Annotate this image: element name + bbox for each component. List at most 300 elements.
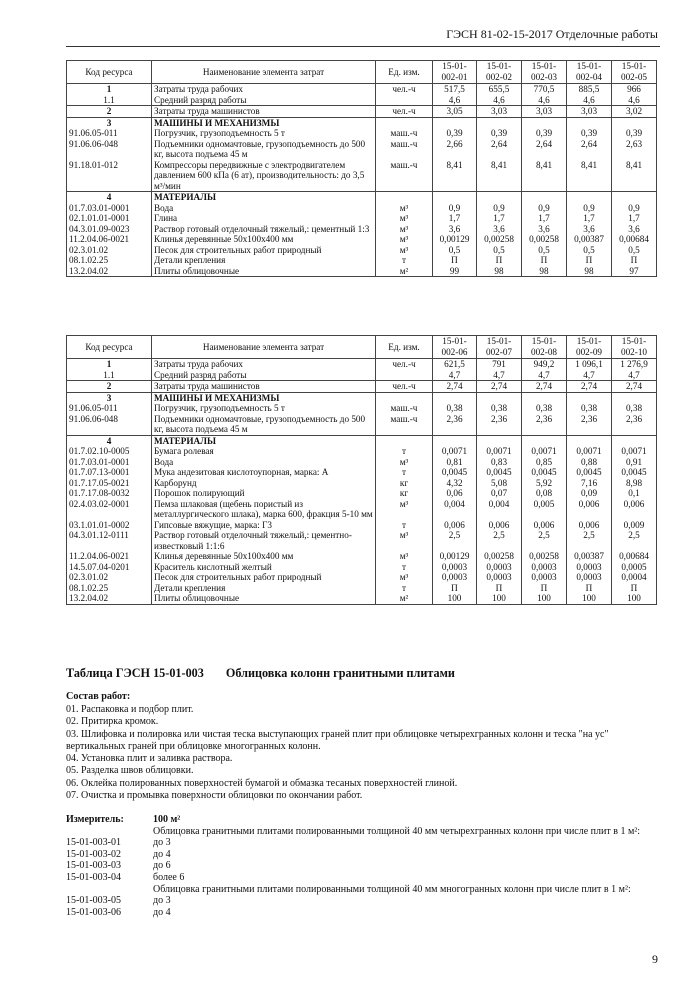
cell-name: Погрузчик, грузоподъемность 5 т (152, 128, 376, 139)
cell-value: 2,74 (567, 381, 612, 393)
cell-value: 517,5 (433, 84, 477, 95)
cell-value: 0,006 (433, 520, 477, 531)
cell-value: 0,0003 (567, 562, 612, 573)
group-description: Облицовка гранитными плитами полированными толщиной 40 мм многогранных колонн при числе плит в 1 м²: (153, 883, 631, 895)
cell-value: 2,5 (433, 530, 477, 551)
table-row (67, 139, 657, 160)
cell-value (612, 435, 657, 446)
works-list (66, 704, 658, 802)
cell-value: 0,005 (522, 499, 567, 520)
cell-code: 04.3.01.09-0023 (67, 224, 152, 235)
cell-value: 2,74 (522, 381, 567, 393)
cell-code: 01.7.03.01-0001 (67, 457, 152, 468)
cell-value: 770,5 (522, 84, 567, 95)
cell-unit (376, 370, 433, 381)
cell-value (522, 192, 567, 203)
cell-unit: маш.-ч (376, 403, 433, 414)
cell-value: 4,6 (567, 95, 612, 106)
table-row (67, 213, 657, 224)
cell-value: 5,92 (522, 478, 567, 489)
cell-value: 0,9 (612, 203, 657, 214)
cell-value: 2,63 (612, 139, 657, 160)
page-header: ГЭСН 81-02-15-2017 Отделочные работы (446, 27, 658, 41)
cell-name: Пемза шлаковая (щебень пористый из металлургического шлака), марка 600, фракция 5-10 мм (152, 499, 376, 520)
cell-value: 0,006 (522, 520, 567, 531)
cell-value: 0,00684 (612, 234, 657, 245)
cell-value: 0,0071 (522, 446, 567, 457)
cell-value: 3,02 (612, 106, 657, 118)
header-divider (66, 46, 660, 47)
cell-value: 0,0071 (612, 446, 657, 457)
cell-value: 0,00387 (567, 234, 612, 245)
cell-code: 1.1 (67, 95, 152, 106)
cell-value: 0,004 (433, 499, 477, 520)
cell-name: Подъемники одномачтовые, грузоподъемность до 500 кг, высота подъема 45 м (152, 414, 376, 436)
work-item: 06. Оклейка полированных поверхностей бумагой и обмазка тесаных поверхностей глиной. (66, 777, 458, 789)
cell-name: МАТЕРИАЛЫ (152, 192, 376, 203)
table-row (67, 457, 657, 468)
cell-name: Песок для строительных работ природный (152, 572, 376, 583)
col-header-name: Наименование элемента затрат (152, 61, 376, 84)
col-header-norm: 15-01-002-09 (567, 336, 612, 359)
cell-value: 0,5 (567, 245, 612, 256)
cell-code: 08.1.02.25 (67, 583, 152, 594)
cell-value: 0,00129 (433, 551, 477, 562)
cell-value: 8,41 (433, 160, 477, 192)
norm-row (66, 907, 658, 919)
cell-value: 4,6 (612, 95, 657, 106)
cell-name: Бумага ролевая (152, 446, 376, 457)
table-row (67, 446, 657, 457)
cell-unit: т (376, 255, 433, 266)
cell-value: 3,6 (567, 224, 612, 235)
header-row (67, 336, 657, 359)
cell-value: 1,7 (433, 213, 477, 224)
cell-code: 04.3.01.12-0111 (67, 530, 152, 551)
cell-value: 0,83 (477, 457, 522, 468)
cell-value: 949,2 (522, 359, 567, 370)
header-row (67, 61, 657, 84)
cell-value: 2,36 (522, 414, 567, 436)
cell-value (567, 117, 612, 128)
cell-unit: м³ (376, 572, 433, 583)
cell-value: 100 (567, 593, 612, 604)
norm-code: 15-01-003-02 (66, 848, 121, 860)
cell-name: Плиты облицовочные (152, 266, 376, 277)
cell-unit: чел.-ч (376, 381, 433, 393)
cell-value: 0,0003 (433, 562, 477, 573)
cell-unit: маш.-ч (376, 414, 433, 436)
cell-value (433, 117, 477, 128)
table-row (67, 359, 657, 370)
cell-value: 4,32 (433, 478, 477, 489)
col-header-norm: 15-01-002-07 (477, 336, 522, 359)
cell-name: Затраты труда рабочих (152, 359, 376, 370)
resource-table-1 (66, 60, 657, 277)
group-row (66, 826, 658, 838)
cell-value: 0,1 (612, 488, 657, 499)
cell-value: 3,6 (612, 224, 657, 235)
cell-value: 3,6 (522, 224, 567, 235)
work-item: 02. Притирка кромок. (66, 716, 159, 728)
cell-code: 1 (67, 359, 152, 370)
table-row (67, 234, 657, 245)
cell-value: 0,006 (612, 499, 657, 520)
cell-value: 0,39 (567, 128, 612, 139)
norm-row (66, 872, 658, 884)
cell-value: 1,7 (477, 213, 522, 224)
cell-value: 0,006 (567, 520, 612, 531)
cell-value: 0,0005 (612, 562, 657, 573)
cell-value (567, 192, 612, 203)
cell-value: 0,9 (433, 203, 477, 214)
cell-code: 13.2.04.02 (67, 266, 152, 277)
norm-row (66, 837, 658, 849)
cell-value: 2,36 (567, 414, 612, 436)
cell-value: 2,5 (567, 530, 612, 551)
cell-code: 01.7.17.08-0032 (67, 488, 152, 499)
cell-value: 0,00258 (477, 551, 522, 562)
cell-unit: чел.-ч (376, 359, 433, 370)
table-name: Облицовка колонн гранитными плитами (225, 666, 455, 680)
cell-value: 0,0003 (567, 572, 612, 583)
work-item: 07. Очистка и промывка поверхности облицовки по окончании работ. (66, 790, 363, 802)
cell-name: Плиты облицовочные (152, 593, 376, 604)
cell-name: Краситель кислотный желтый (152, 562, 376, 573)
cell-value: 0,39 (477, 128, 522, 139)
cell-value: 2,66 (433, 139, 477, 160)
table-row (67, 106, 657, 118)
col-header-norm: 15-01-002-08 (522, 336, 567, 359)
cell-value: 0,0004 (612, 572, 657, 583)
table-row (67, 593, 657, 604)
cell-value: 2,36 (433, 414, 477, 436)
table-row (67, 414, 657, 436)
cell-unit: м³ (376, 551, 433, 562)
cell-value: 98 (477, 266, 522, 277)
cell-value: П (522, 255, 567, 266)
cell-value: 8,41 (567, 160, 612, 192)
cell-name: Порошок полирующий (152, 488, 376, 499)
cell-value: 0,0003 (433, 572, 477, 583)
cell-code: 01.7.02.10-0005 (67, 446, 152, 457)
cell-value: 2,36 (477, 414, 522, 436)
cell-value (433, 435, 477, 446)
cell-value: 0,9 (567, 203, 612, 214)
norm-text: до 3 (153, 837, 171, 849)
cell-value: 5,08 (477, 478, 522, 489)
cell-code: 02.1.01.01-0001 (67, 213, 152, 224)
cell-value: 0,0045 (567, 467, 612, 478)
cell-value: 0,91 (612, 457, 657, 468)
table-row (67, 84, 657, 95)
cell-value (612, 192, 657, 203)
table-number: Таблица ГЭСН 15-01-003 (66, 666, 204, 680)
cell-value: 0,39 (612, 128, 657, 139)
table-row (67, 572, 657, 583)
norm-code: 15-01-003-03 (66, 860, 121, 872)
cell-value: 3,03 (477, 106, 522, 118)
cell-name: Клинья деревянные 50x100x400 мм (152, 234, 376, 245)
group-spacer (66, 826, 153, 838)
cell-value: 0,00129 (433, 234, 477, 245)
table-row (67, 530, 657, 551)
norm-text: до 4 (153, 848, 171, 860)
col-header-unit: Ед. изм. (376, 61, 433, 84)
cell-value: 0,08 (522, 488, 567, 499)
cell-value: П (433, 255, 477, 266)
col-header-norm: 15-01-002-03 (522, 61, 567, 84)
cell-unit: т (376, 562, 433, 573)
cell-value: 2,74 (477, 381, 522, 393)
cell-unit: чел.-ч (376, 106, 433, 118)
group-row (66, 884, 658, 896)
cell-name: Компрессоры передвижные с электродвигателем давлением 600 кПа (6 ат), производительность: до 3,5 м³/мин (152, 160, 376, 192)
cell-value (522, 117, 567, 128)
cell-name: МАТЕРИАЛЫ (152, 435, 376, 446)
cell-value: 0,38 (612, 403, 657, 414)
cell-unit: м³ (376, 530, 433, 551)
col-header-norm: 15-01-002-01 (433, 61, 477, 84)
table-row (67, 224, 657, 235)
cell-value: 0,06 (433, 488, 477, 499)
cell-value: 0,0045 (522, 467, 567, 478)
cell-code: 13.2.04.02 (67, 593, 152, 604)
cell-name: Глина (152, 213, 376, 224)
cell-value: 2,5 (522, 530, 567, 551)
cell-unit: т (376, 446, 433, 457)
cell-value: 0,0071 (433, 446, 477, 457)
cell-value: 98 (567, 266, 612, 277)
cell-unit: м² (376, 593, 433, 604)
cell-value: 0,0045 (612, 467, 657, 478)
cell-value: 1 276,9 (612, 359, 657, 370)
cell-code: 03.1.01.01-0002 (67, 520, 152, 531)
cell-code: 2 (67, 381, 152, 393)
table-row (67, 255, 657, 266)
group-description: Облицовка гранитными плитами полированными толщиной 40 мм четырехгранных колонн при числе плит в 1 м²: (153, 825, 641, 837)
cell-name: Раствор готовый отделочный тяжелый,: цементно-известковый 1:1:6 (152, 530, 376, 551)
table-row (67, 266, 657, 277)
cell-value: 99 (433, 266, 477, 277)
cell-value: 3,6 (433, 224, 477, 235)
cell-code: 3 (67, 117, 152, 128)
cell-value: 4,6 (433, 95, 477, 106)
cell-value: П (612, 255, 657, 266)
cell-value: 97 (612, 266, 657, 277)
cell-value: 0,0003 (477, 572, 522, 583)
cell-value: 0,0003 (522, 572, 567, 583)
cell-name: Гипсовые вяжущие, марка: Г3 (152, 520, 376, 531)
cell-value (433, 192, 477, 203)
cell-value: 0,00258 (522, 234, 567, 245)
cell-value: 0,39 (522, 128, 567, 139)
cell-value (477, 192, 522, 203)
cell-unit: кг (376, 488, 433, 499)
cell-unit: м² (376, 266, 433, 277)
measurer-value: 100 м² (153, 814, 181, 825)
cell-name: Песок для строительных работ природный (152, 245, 376, 256)
cell-code: 01.7.17.05-0021 (67, 478, 152, 489)
col-header-norm: 15-01-002-02 (477, 61, 522, 84)
cell-value (433, 392, 477, 403)
cell-value: 1 096,1 (567, 359, 612, 370)
table-row (67, 562, 657, 573)
cell-name: Мука андезитовая кислотоупорная, марка: А (152, 467, 376, 478)
table-row (67, 245, 657, 256)
cell-value (567, 435, 612, 446)
table-row (67, 117, 657, 128)
cell-value: 0,9 (522, 203, 567, 214)
cell-value: 3,03 (522, 106, 567, 118)
norm-text: до 3 (153, 895, 171, 907)
cell-value: 2,64 (477, 139, 522, 160)
cell-value: 100 (522, 593, 567, 604)
cell-value: 0,0045 (477, 467, 522, 478)
col-header-code: Код ресурса (67, 61, 152, 84)
table-row (67, 95, 657, 106)
cell-name: Погрузчик, грузоподъемность 5 т (152, 403, 376, 414)
table-row (67, 499, 657, 520)
cell-code: 4 (67, 435, 152, 446)
cell-name: Клинья деревянные 50x100x400 мм (152, 551, 376, 562)
cell-unit: м³ (376, 234, 433, 245)
cell-value: 2,74 (433, 381, 477, 393)
cell-value: 3,03 (567, 106, 612, 118)
cell-name: Средний разряд работы (152, 370, 376, 381)
cell-code: 02.3.01.02 (67, 245, 152, 256)
cell-value: 0,81 (433, 457, 477, 468)
cell-code: 2 (67, 106, 152, 118)
cell-unit: чел.-ч (376, 84, 433, 95)
cell-value: 8,41 (612, 160, 657, 192)
cell-value: 655,5 (477, 84, 522, 95)
cell-value: 4,7 (612, 370, 657, 381)
cell-name: Затраты труда машинистов (152, 381, 376, 393)
cell-unit: маш.-ч (376, 160, 433, 192)
cell-value (612, 117, 657, 128)
norm-text: до 4 (153, 906, 171, 918)
cell-value: 0,0045 (433, 467, 477, 478)
cell-value: 2,5 (477, 530, 522, 551)
cell-unit: м³ (376, 224, 433, 235)
cell-value: 0,07 (477, 488, 522, 499)
cell-unit: м³ (376, 245, 433, 256)
cell-code: 01.7.03.01-0001 (67, 203, 152, 214)
cell-value (522, 392, 567, 403)
col-header-code: Код ресурса (67, 336, 152, 359)
cell-name: Подъемники одномачтовые, грузоподъемность до 500 кг, высота подъема 45 м (152, 139, 376, 160)
cell-name: Раствор готовый отделочный тяжелый,: цементный 1:3 (152, 224, 376, 235)
cell-value: 4,6 (477, 95, 522, 106)
cell-unit: м³ (376, 213, 433, 224)
table-row (67, 381, 657, 393)
norm-code: 15-01-003-06 (66, 906, 121, 918)
cell-unit: т (376, 467, 433, 478)
cell-value: 1,7 (522, 213, 567, 224)
cell-value: 3,05 (433, 106, 477, 118)
table-row (67, 467, 657, 478)
norm-code: 15-01-003-05 (66, 895, 121, 907)
cell-name: Вода (152, 203, 376, 214)
cell-value: 0,00387 (567, 551, 612, 562)
cell-value: 2,74 (612, 381, 657, 393)
cell-value: 2,64 (567, 139, 612, 160)
cell-value (522, 435, 567, 446)
cell-value: П (477, 255, 522, 266)
cell-name: Карборунд (152, 478, 376, 489)
cell-name: Детали крепления (152, 255, 376, 266)
col-header-norm: 15-01-002-10 (612, 336, 657, 359)
cell-value: 0,5 (612, 245, 657, 256)
cell-value: 0,38 (567, 403, 612, 414)
cell-value (477, 117, 522, 128)
cell-value: 0,00258 (477, 234, 522, 245)
cell-unit: м³ (376, 457, 433, 468)
cell-code: 08.1.02.25 (67, 255, 152, 266)
cell-unit: м³ (376, 499, 433, 520)
cell-value (612, 392, 657, 403)
cell-value: 621,5 (433, 359, 477, 370)
cell-value (477, 392, 522, 403)
cell-value: 4,7 (567, 370, 612, 381)
cell-value: 0,004 (477, 499, 522, 520)
measurer-label: Измеритель: (66, 814, 124, 825)
cell-unit: т (376, 520, 433, 531)
cell-value: 8,41 (477, 160, 522, 192)
cell-value: П (477, 583, 522, 594)
table-row (67, 520, 657, 531)
cell-code: 3 (67, 392, 152, 403)
cell-code: 11.2.04.06-0021 (67, 551, 152, 562)
work-item: 04. Установка плит и заливка раствора. (66, 753, 233, 765)
cell-value: 4,7 (477, 370, 522, 381)
table-row (67, 403, 657, 414)
cell-value: 2,5 (612, 530, 657, 551)
col-header-norm: 15-01-002-05 (612, 61, 657, 84)
work-item: 05. Разделка швов облицовки. (66, 765, 194, 777)
table-row (67, 551, 657, 562)
table-row (67, 192, 657, 203)
cell-code: 91.06.05-011 (67, 403, 152, 414)
cell-name: Затраты труда машинистов (152, 106, 376, 118)
cell-unit: т (376, 583, 433, 594)
cell-value: 1,7 (612, 213, 657, 224)
cell-code: 91.06.05-011 (67, 128, 152, 139)
norm-row (66, 895, 658, 907)
cell-unit (376, 192, 433, 203)
cell-value: 0,0071 (567, 446, 612, 457)
table-title (66, 666, 455, 681)
cell-value: 3,6 (477, 224, 522, 235)
cell-value: П (433, 583, 477, 594)
cell-value: 4,6 (522, 95, 567, 106)
cell-value: 100 (612, 593, 657, 604)
cell-value: 0,5 (477, 245, 522, 256)
cell-value: 0,00684 (612, 551, 657, 562)
cell-value: 98 (522, 266, 567, 277)
col-header-norm: 15-01-002-04 (567, 61, 612, 84)
col-header-unit: Ед. изм. (376, 336, 433, 359)
table-row (67, 392, 657, 403)
cell-name: Средний разряд работы (152, 95, 376, 106)
cell-value: 0,38 (477, 403, 522, 414)
cell-value: 0,38 (522, 403, 567, 414)
page-number: 9 (652, 952, 658, 966)
cell-value: 7,16 (567, 478, 612, 489)
table-row (67, 128, 657, 139)
cell-value: 0,39 (433, 128, 477, 139)
